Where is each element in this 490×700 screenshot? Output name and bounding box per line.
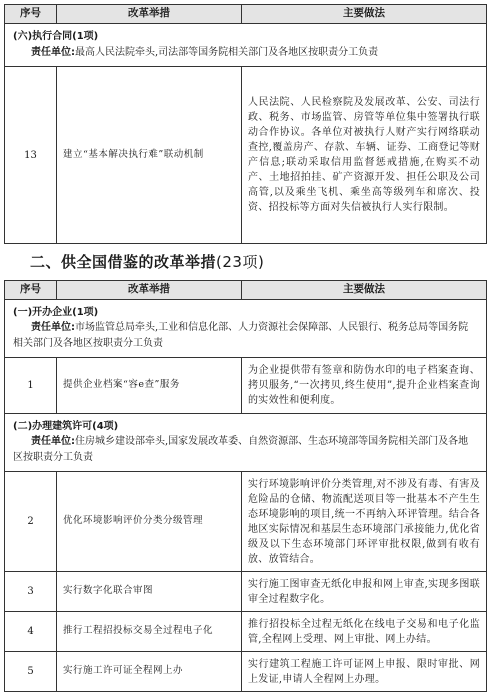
header-practice: 主要做法 <box>242 281 487 300</box>
row-practice: 推行招投标全过程无纸化在线电子交易和电子化监管,全程网上受理、网上审批、网上办结。 <box>242 612 487 652</box>
row-number: 2 <box>5 472 57 572</box>
responsible-text: 最高人民法院牵头,司法部等国务院相关部门及各地区按职责分工负责 <box>75 46 379 58</box>
header-no: 序号 <box>5 5 57 24</box>
row-number: 3 <box>5 572 57 612</box>
row-practice: 实行环境影响评价分类管理,对不涉及有毒、有害及危险品的仓储、物流配送项目等一批基本不产生生态环境影响的项目,统一不再纳入环评管理。结合各地区实际情况和基层生态环境部门承接能力,优化省级及以下生态环境部门环评审批权限,做到有收有放、放管结合。 <box>242 472 487 572</box>
group-title: (六)执行合同(1项) <box>13 31 99 42</box>
row-measure: 实行数字化联合审图 <box>57 572 242 612</box>
responsible-label: 责任单位: <box>31 46 75 58</box>
row-number: 4 <box>5 612 57 652</box>
row-practice: 实行建筑工程施工许可证网上申报、限时审批、网上发证,申请人全程网上办理。 <box>242 652 487 692</box>
responsible-units <box>13 320 478 351</box>
responsible-units <box>13 45 478 61</box>
row-measure: 推行工程招投标交易全过程电子化 <box>57 612 242 652</box>
row-measure: 提供企业档案“容e查”服务 <box>57 358 242 414</box>
responsible-label: 责任单位: <box>31 436 75 448</box>
table-row <box>5 472 487 572</box>
table-header-row <box>5 5 487 24</box>
responsible-text: 住房城乡建设部牵头,国家发展改革委、自然资源部、生态环境部等国务院相关部门及各地区按职责分工负责 <box>13 436 469 463</box>
header-no: 序号 <box>5 281 57 300</box>
table-row <box>5 612 487 652</box>
responsible-text: 市场监管总局牵头,工业和信息化部、人力资源社会保障部、人民银行、税务总局等国务院相关部门及各地区按职责分工负责 <box>13 322 469 349</box>
table-row <box>5 572 487 612</box>
row-number: 13 <box>5 67 57 244</box>
row-practice: 人民法院、人民检察院及发展改革、公安、司法行政、税务、市场监管、房管等单位集中签署执行联动合作协议。各单位对被执行人财产实行网络联动查控,覆盖房产、存款、车辆、证券、工商登记等财产信息;联动采取信用监督惩戒措施,在购买不动产、土地招拍挂、矿产资源开发、担任公职及公司高管,以及乘坐飞机、乘坐高等级列车和席次、投资、招投标等方面对失信被执行人实行限制。 <box>242 67 487 244</box>
row-practice: 为企业提供带有签章和防伪水印的电子档案查询、拷贝服务,“一次拷贝,终生使用”,提升企业档案查询的实效性和便利度。 <box>242 358 487 414</box>
table-header-row <box>5 281 487 300</box>
responsible-units <box>13 434 478 465</box>
group-title: (一)开办企业(1项) <box>13 306 99 318</box>
row-practice: 实行施工图审查无纸化申报和网上审查,实现多图联审全过程数字化。 <box>242 572 487 612</box>
table-row <box>5 67 487 244</box>
header-practice: 主要做法 <box>242 5 487 24</box>
row-number: 5 <box>5 652 57 692</box>
header-measure: 改革举措 <box>57 5 242 24</box>
section-heading-count: (23项) <box>216 253 265 271</box>
section-heading <box>4 244 486 280</box>
row-measure: 优化环境影响评价分类分级管理 <box>57 472 242 572</box>
row-measure: 实行施工许可证全程网上办 <box>57 652 242 692</box>
table-row <box>5 652 487 692</box>
table-row <box>5 358 487 414</box>
row-number: 1 <box>5 358 57 414</box>
group-row-start-business <box>5 300 487 358</box>
group-row-construction-permit <box>5 414 487 472</box>
reform-table-bottom <box>4 280 487 692</box>
header-measure: 改革举措 <box>57 281 242 300</box>
row-measure: 建立“基本解决执行难”联动机制 <box>57 67 242 244</box>
group-title: (二)办理建筑许可(4项) <box>13 420 119 432</box>
reform-table-top <box>4 4 487 244</box>
responsible-label: 责任单位: <box>31 322 75 334</box>
section-heading-text: 二、供全国借鉴的改革举措 <box>30 253 217 271</box>
group-row-contract <box>5 24 487 67</box>
